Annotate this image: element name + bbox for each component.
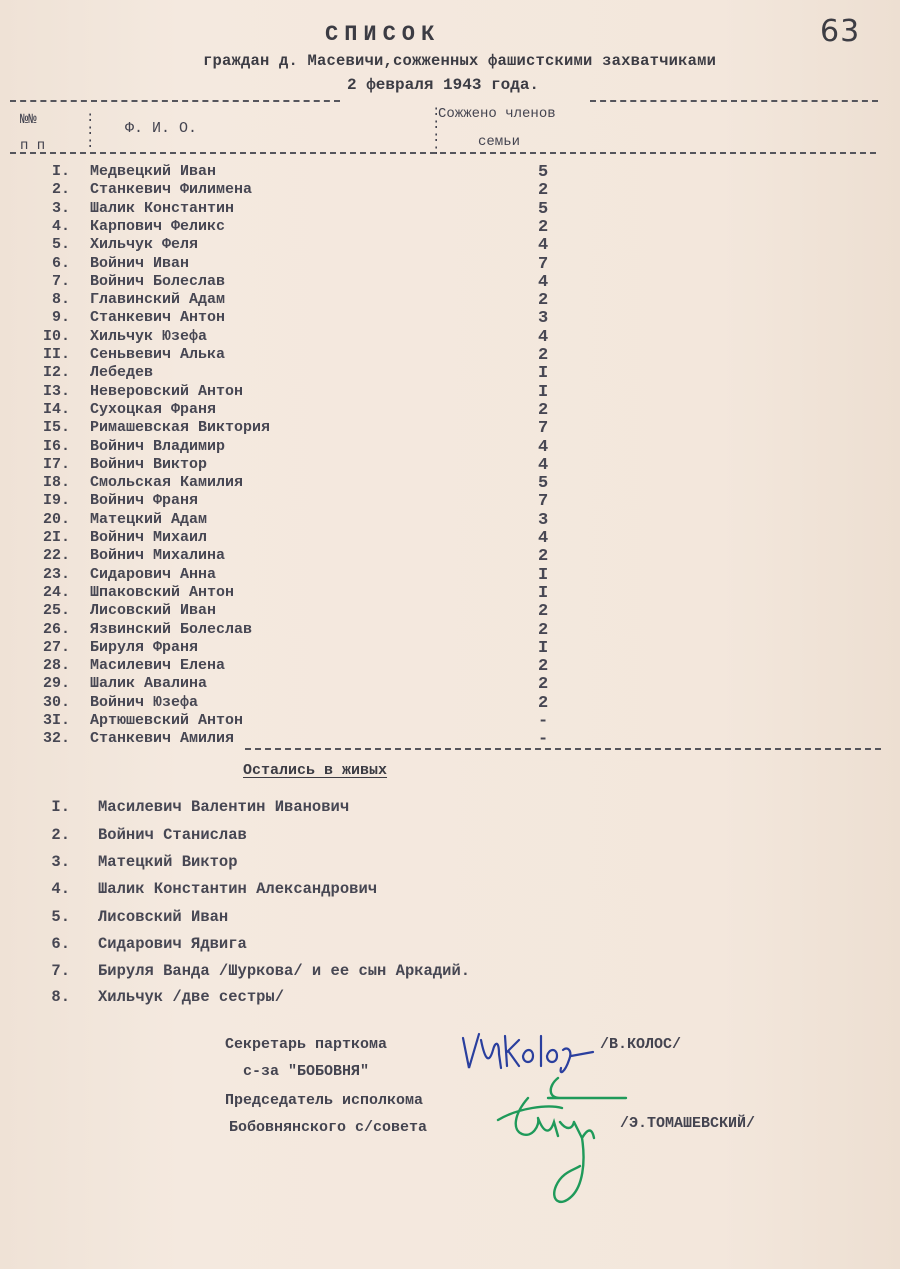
victim-number: 4. bbox=[51, 217, 70, 235]
victim-burned-count: 3 bbox=[538, 510, 549, 530]
header-num-top: №№ bbox=[20, 112, 37, 128]
survivor-row bbox=[20, 908, 720, 928]
victim-row bbox=[20, 639, 620, 657]
victim-row bbox=[20, 346, 620, 364]
victim-number: I4. bbox=[42, 400, 70, 418]
victim-row bbox=[20, 383, 620, 401]
survivor-number: 8. bbox=[51, 988, 70, 1006]
victim-name: Лебедев bbox=[90, 364, 154, 382]
survivor-number: 7. bbox=[51, 962, 70, 980]
document-title: СПИСОК bbox=[325, 22, 441, 47]
victim-burned-count: 5 bbox=[538, 163, 549, 182]
header-divider-right bbox=[590, 100, 878, 102]
victim-name: Войнич Михаил bbox=[90, 529, 208, 546]
victim-number: I2. bbox=[42, 364, 70, 382]
victim-row bbox=[20, 163, 620, 181]
victim-row bbox=[20, 492, 620, 510]
victim-name: Сидарович Анна bbox=[90, 565, 217, 583]
victim-number: 20. bbox=[42, 510, 70, 528]
victim-number: I0. bbox=[42, 327, 70, 345]
victim-burned-count: 2 bbox=[538, 657, 549, 677]
victim-burned-count: 2 bbox=[538, 346, 549, 365]
survivor-number: 4. bbox=[51, 880, 70, 898]
victim-name: Войнич Иван bbox=[90, 254, 190, 272]
victim-row bbox=[20, 255, 620, 273]
header-num-bottom: п п bbox=[20, 138, 46, 154]
victim-name: Войнич Юзефа bbox=[90, 693, 199, 711]
victim-burned-count: 3 bbox=[538, 309, 549, 329]
secretary-title: Секретарь парткома bbox=[225, 1036, 388, 1053]
victim-number: 25. bbox=[42, 602, 70, 620]
victim-name: Римашевская Виктория bbox=[90, 419, 271, 437]
chairman-org: Бобовнянского с/совета bbox=[229, 1119, 428, 1136]
document-subtitle: граждан д. Масевичи,сожженных фашистскими захватчиками bbox=[203, 52, 717, 70]
victim-burned-count: I bbox=[538, 638, 549, 658]
survivor-name: Матецкий Виктор bbox=[98, 853, 238, 871]
survivor-row bbox=[20, 962, 720, 982]
victim-name: Войнич Болеслав bbox=[90, 272, 226, 290]
survivor-number: 5. bbox=[51, 908, 70, 926]
victim-burned-count: - bbox=[538, 730, 549, 750]
victim-burned-count: 2 bbox=[538, 675, 549, 695]
victim-name: Шалик Авалина bbox=[90, 675, 208, 693]
victim-burned-count: I bbox=[538, 565, 549, 585]
victim-number: 27. bbox=[42, 638, 70, 656]
victim-name: Медвецкий Иван bbox=[90, 163, 217, 180]
victim-row bbox=[20, 364, 620, 382]
victim-number: 3. bbox=[51, 199, 70, 217]
victim-row bbox=[20, 529, 620, 547]
victim-row bbox=[20, 291, 620, 309]
victim-burned-count: 4 bbox=[538, 529, 549, 548]
survivor-number: 2. bbox=[51, 826, 70, 844]
victim-row bbox=[20, 675, 620, 693]
victim-name: Сеньвевич Алька bbox=[90, 346, 226, 363]
victim-number: 30. bbox=[42, 693, 70, 711]
victim-number: 5. bbox=[51, 236, 70, 254]
survivor-row bbox=[20, 826, 720, 846]
survivor-row bbox=[20, 880, 720, 900]
victim-burned-count: I bbox=[538, 583, 549, 603]
victim-number: 23. bbox=[42, 565, 70, 583]
victim-name: Хильчук Феля bbox=[90, 236, 199, 254]
victim-row bbox=[20, 438, 620, 456]
chairman-title: Председатель исполкома bbox=[225, 1092, 424, 1109]
victim-row bbox=[20, 621, 620, 639]
victim-number: 3I. bbox=[42, 712, 70, 729]
victim-burned-count: 2 bbox=[538, 291, 549, 311]
victim-burned-count: - bbox=[538, 712, 549, 731]
survivor-name: Масилевич Валентин Иванович bbox=[98, 798, 350, 816]
victim-name: Хильчук Юзефа bbox=[90, 327, 208, 345]
victim-name: Шалик Константин bbox=[90, 199, 235, 217]
victim-row bbox=[20, 236, 620, 254]
survivor-row bbox=[20, 798, 720, 818]
victim-row bbox=[20, 566, 620, 584]
survivor-name: Шалик Константин Александрович bbox=[98, 880, 378, 898]
survivor-name: Хильчук /две сестры/ bbox=[98, 988, 285, 1006]
victim-name: Войнич Франя bbox=[90, 492, 199, 510]
victim-row bbox=[20, 273, 620, 291]
victim-name: Карпович Феликс bbox=[90, 217, 226, 235]
victim-burned-count: 4 bbox=[538, 236, 549, 256]
victim-burned-count: 2 bbox=[538, 400, 549, 420]
victim-burned-count: 2 bbox=[538, 602, 549, 622]
victim-name: Войнич Владимир bbox=[90, 437, 226, 455]
victim-number: 2. bbox=[51, 181, 70, 199]
victim-burned-count: 4 bbox=[538, 327, 549, 347]
victim-row bbox=[20, 328, 620, 346]
victim-name: Смольская Камилия bbox=[90, 474, 244, 492]
victim-burned-count: 2 bbox=[538, 693, 549, 713]
victim-burned-count: 4 bbox=[538, 455, 549, 475]
victim-number: 26. bbox=[42, 620, 70, 638]
page-number: 63 bbox=[820, 14, 861, 49]
victim-name: Войнич Виктор bbox=[90, 455, 208, 473]
survivor-name: Бируля Ванда /Шуркова/ и ее сын Аркадий. bbox=[98, 962, 471, 980]
victim-burned-count: 7 bbox=[538, 419, 549, 439]
victim-row bbox=[20, 456, 620, 474]
victim-row bbox=[20, 419, 620, 437]
secretary-name: /В.КОЛОС/ bbox=[600, 1036, 682, 1053]
survivor-name: Войнич Станислав bbox=[98, 826, 247, 844]
victim-row bbox=[20, 511, 620, 529]
chairman-name: /Э.ТОМАШЕВСКИЙ/ bbox=[620, 1115, 756, 1132]
header-burned-bottom: семьи bbox=[478, 134, 521, 150]
victim-burned-count: 5 bbox=[538, 199, 549, 219]
victim-burned-count: I bbox=[538, 382, 549, 402]
victim-number: I9. bbox=[42, 492, 70, 510]
column-separator: : : : bbox=[86, 110, 95, 152]
victim-number: I8. bbox=[42, 474, 70, 492]
header-fio: Ф. И. О. bbox=[125, 120, 198, 137]
victim-number: 32. bbox=[42, 730, 70, 748]
victim-name: Артюшевский Антон bbox=[90, 712, 244, 729]
victim-burned-count: 2 bbox=[538, 547, 549, 567]
survivor-number: 3. bbox=[51, 853, 70, 871]
victim-row bbox=[20, 584, 620, 602]
table-end-divider bbox=[245, 748, 881, 750]
victim-name: Матецкий Адам bbox=[90, 510, 208, 528]
victim-name: Главинский Адам bbox=[90, 291, 226, 309]
victim-row bbox=[20, 712, 620, 730]
victim-name: Лисовский Иван bbox=[90, 602, 217, 620]
victim-burned-count: I bbox=[538, 364, 549, 384]
victim-number: I. bbox=[51, 163, 70, 180]
victim-row bbox=[20, 657, 620, 675]
victim-number: I6. bbox=[42, 437, 70, 455]
victim-row bbox=[20, 474, 620, 492]
victim-number: I5. bbox=[42, 419, 70, 437]
survivor-row bbox=[20, 988, 720, 1008]
victim-name: Бируля Франя bbox=[90, 638, 199, 656]
survivor-row bbox=[20, 853, 720, 873]
victim-row bbox=[20, 547, 620, 565]
victim-number: I7. bbox=[42, 455, 70, 473]
victim-burned-count: 5 bbox=[538, 474, 549, 494]
victim-name: Масилевич Елена bbox=[90, 657, 226, 675]
victim-number: 7. bbox=[51, 272, 70, 290]
victim-number: 8. bbox=[51, 291, 70, 309]
victim-name: Сухоцкая Франя bbox=[90, 400, 217, 418]
victim-name: Язвинский Болеслав bbox=[90, 620, 253, 638]
victim-number: 6. bbox=[51, 254, 70, 272]
victim-row bbox=[20, 309, 620, 327]
header-burned-top: Сожжено членов bbox=[438, 106, 556, 122]
survivors-heading: Остались в живых bbox=[243, 762, 388, 779]
victim-number: 28. bbox=[42, 657, 70, 675]
victim-row bbox=[20, 200, 620, 218]
victim-name: Станкевич Антон bbox=[90, 309, 226, 327]
victim-number: 2I. bbox=[42, 529, 70, 546]
victim-number: 22. bbox=[42, 547, 70, 565]
victim-row bbox=[20, 730, 620, 748]
victim-burned-count: 2 bbox=[538, 620, 549, 640]
victim-burned-count: 4 bbox=[538, 437, 549, 457]
victim-burned-count: 7 bbox=[538, 254, 549, 274]
victim-name: Станкевич Амилия bbox=[90, 730, 235, 748]
victim-number: II. bbox=[42, 346, 70, 363]
survivor-number: 6. bbox=[51, 935, 70, 953]
victim-number: 29. bbox=[42, 675, 70, 693]
secretary-org: с-за "БОБОВНЯ" bbox=[243, 1063, 370, 1080]
document-date: 2 февраля 1943 года. bbox=[347, 76, 540, 94]
victim-name: Неверовский Антон bbox=[90, 382, 244, 400]
header-divider-left bbox=[10, 100, 340, 102]
survivor-name: Лисовский Иван bbox=[98, 908, 229, 926]
victim-row bbox=[20, 218, 620, 236]
victim-row bbox=[20, 602, 620, 620]
victim-name: Станкевич Филимена bbox=[90, 181, 253, 199]
victim-burned-count: 2 bbox=[538, 181, 549, 201]
victim-burned-count: 4 bbox=[538, 272, 549, 292]
victim-burned-count: 7 bbox=[538, 492, 549, 512]
victim-row bbox=[20, 181, 620, 199]
victim-number: 9. bbox=[51, 309, 70, 327]
victim-number: I3. bbox=[42, 382, 70, 400]
survivor-number: I. bbox=[51, 798, 70, 816]
victim-name: Войнич Михалина bbox=[90, 547, 226, 565]
victim-row bbox=[20, 401, 620, 419]
victim-row bbox=[20, 694, 620, 712]
victim-burned-count: 2 bbox=[538, 217, 549, 237]
chairman-signature-icon bbox=[488, 1068, 628, 1208]
victim-number: 24. bbox=[42, 583, 70, 601]
column-separator: : : : : bbox=[432, 104, 441, 159]
table-header-divider bbox=[10, 152, 876, 154]
victim-name: Шпаковский Антон bbox=[90, 583, 235, 601]
survivor-name: Сидарович Ядвига bbox=[98, 935, 247, 953]
survivor-row bbox=[20, 935, 720, 955]
